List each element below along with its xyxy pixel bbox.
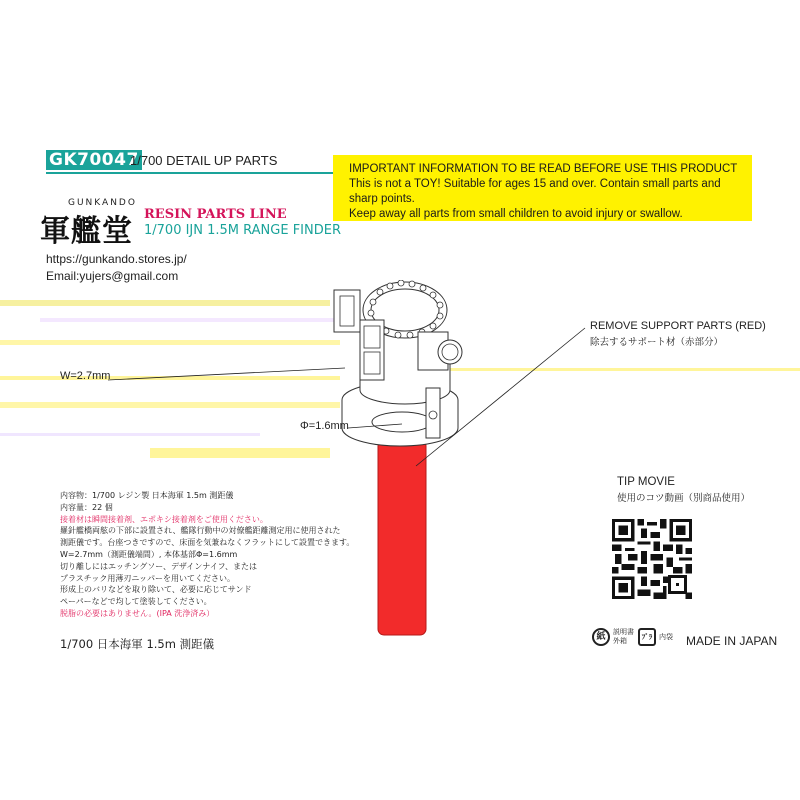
note-line: 内容量：22 個 [60,502,113,512]
plastic-recycle-mark [638,628,673,646]
tip-movie-subtitle: 使用のコツ動画（別商品使用） [617,493,751,504]
store-url[interactable]: https://gunkando.stores.jp/ [46,252,187,266]
note-line: 内容物：1/700 レジン製 日本海軍 1.5m 測距儀 [60,491,234,500]
paper-mark-text-2: 外箱 [613,637,627,645]
warning-line-2: This is not a TOY! Suitable for ages 15 and over. Contain small parts and sharp points. [349,178,721,205]
tip-movie-title: TIP MOVIE [617,476,675,488]
resin-line-label: RESIN PARTS LINE [144,207,287,222]
note-line-red: 接着材は瞬間接着剤、エポキシ接着剤をご使用ください。 [60,514,268,524]
width-leader [108,368,345,380]
note-line: 羅針艦橋両舷の下部に設置され、艦隊行動中の対僚艦距離測定用に使用された [60,526,341,536]
product-name-en: 1/700 IJN 1.5M RANGE FINDER [144,223,341,238]
warning-line-3: Keep away all parts from small children to avoid injury or swallow. [349,208,683,220]
diameter-leader [348,424,402,428]
diameter-label: Φ=1.6mm [300,420,349,432]
note-line: 形成上のバリなどを取り除いて、必要に応じてサンド [60,585,252,595]
support-label-jp: 除去するサポート材（赤部分） [590,337,724,348]
paper-icon: 紙 [592,628,610,646]
detail-up-label: 1/700 DETAIL UP PARTS [130,153,278,168]
brand-romaji: GUNKANDO [68,198,137,208]
made-in-label: MADE IN JAPAN [686,634,778,648]
paper-mark-text-1: 説明書 [613,628,634,636]
note-line-red: 脱脂の必要はありません。(IPA 洗浄済み） [60,608,215,618]
warning-line-1: IMPORTANT INFORMATION TO BE READ BEFORE USE THIS PRODUCT [349,163,738,175]
support-leader [416,328,585,466]
note-line: 測距儀です。台座つきですので、床面を気兼ねなくフラットにして設置できます。 [60,538,355,548]
email-address[interactable]: Email:yujers@gmail.com [46,269,179,283]
note-line: プラスチック用薄刃ニッパーを用いてください。 [60,573,236,583]
support-label-en: REMOVE SUPPORT PARTS (RED) [590,320,766,332]
note-line: W=2.7mm（測距儀端間）, 本体基部Φ=1.6mm [60,549,238,559]
note-line: ペーパーなどで均して塗装してください。 [60,597,212,607]
plastic-mark-text: 内袋 [659,632,673,641]
brand-logo: 軍艦堂 [40,214,133,249]
width-label: W=2.7mm [60,370,111,382]
product-code: GK70047 [46,150,142,170]
note-line: 切り離しにはエッチングソー、デザインナイフ、または [60,561,257,571]
product-notes [60,490,370,620]
product-title-jp: 1/700 日本海軍 1.5m 測距儀 [60,637,215,651]
paper-recycle-mark [592,628,634,646]
qr-code[interactable] [612,519,692,599]
plastic-icon: ﾌﾟﾗ [638,628,656,646]
